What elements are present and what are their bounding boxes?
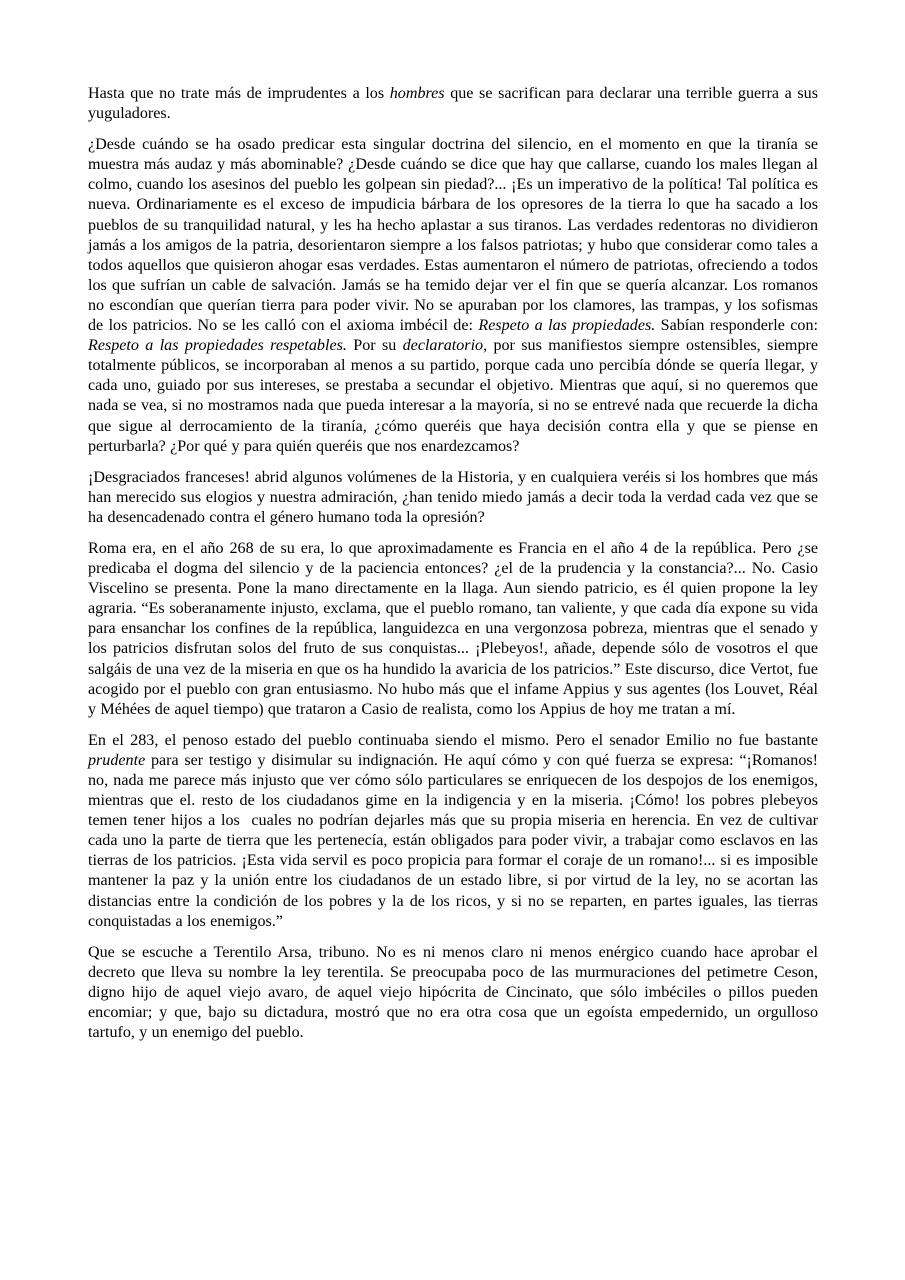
emphasis-text: Respeto a las propiedades. (478, 317, 656, 335)
emphasis-text: Respeto a las propiedades respetables. (88, 337, 347, 355)
emphasis-text: hombres (389, 85, 445, 102)
body-text: Roma era, en el año 268 de su era, lo que aproximadamente es Francia en el año 4 de la república. Pero ¿se predicaba el dogma del silencio y de la paciencia entonces? ¿el de la prudencia y la constancia?... No. Casio Viscelino se presenta. Pone la mano directamente en la llaga. Aun siendo patricio, es él quien propone la ley agraria. “Es soberanamente injusto, exclama, que el pueblo romano, tan valiente, y que cada día expone su vida para ensanchar los confines de la república, languidezca en una vergonzosa pobreza, mientras que el senado y los patricios disfrutan solos del fruto de sus conquistas... ¡Plebeyos!, añade, depende sólo de vosotros el que salgáis de una vez de la miseria en que os ha hundido la avaricia de los patricios.” Este discurso, dice Vertot, fue acogido por el pueblo con gran entusiasmo. No hubo más que el infame Appius y sus agentes (los Louvet, Réal y Méhées de aquel tiempo) que trataron a Casio de realista, como los Appius de hoy me tratan a mí. (88, 539, 823, 718)
body-text: Hasta que no trate más de imprudentes a los (88, 85, 390, 102)
body-text: para ser testigo y disimular su indignación. He aquí cómo y con qué fuerza se expresa: “¡Romanos! no, nada me parece más injusto que ver cómo sólo particulares se enriquecen de los despojos de los enemigos, mientras que el. resto de los ciudadanos gime en la indigencia y en la miseria. ¡Cómo! los pobres plebeyos temen tener hijos a los cuales no podrían dejarles más que su propia miseria en herencia. En vez de cultivar cada uno la parte de tierra que les pertenecía, están obligados para poder vivir, a trabajar como esclavos en las tierras de los patricios. ¡Esta vida servil es poco propicia para formar el coraje de un romano!... si es imposible mantener la paz y la unión entre los ciudadanos de un estado libre, si por virtud de la ley, no se acortan las distancias entre la condición de los pobres y la de los ricos, y si no se reparten, en partes iguales, las tierras conquistadas a los enemigos.” (88, 751, 823, 930)
body-text: Que se escuche a Terentilo Arsa, tribuno. No es ni menos claro ni menos enérgico cuando hace aprobar el decreto que lleva su nombre la ley terentila. Se preocupaba poco de las murmuraciones del petimetre Ceson, digno hijo de aquel viejo avaro, de aquel viejo hipócrita de Cincinato, que sólo imbéciles o pillos pueden encomiar; y que, bajo su dictadura, mostró que no era otra cosa que un egoísta empedernido, un orgulloso tartufo, y un enemigo del pueblo. (88, 943, 823, 1042)
paragraph (88, 539, 823, 720)
body-text: En el 283, el penoso estado del pueblo continuaba siendo el mismo. Pero el senador Emilio no fue bastante (88, 731, 823, 749)
body-text: que se sacrifican para declarar una terrible guerra a sus yuguladores. (88, 85, 823, 123)
body-text: ¿Desde cuándo se ha osado predicar esta singular doctrina del silencio, en el momento en que la tiranía se muestra más audaz y más abominable? ¿Desde cuándo se dice que hay que callarse, cuando los males llegan al colmo, cuando los asesinos del pueblo les golpean sin piedad?... ¡Es un imperativo de la política! Tal política es nueva. Ordinariamente es el exceso de impudicia bárbara de los opresores de la tierra lo que ha sacado a los pueblos de su tranquilidad natural, y les ha hecho aplastar a sus tiranos. Las verdades redentoras no dividieron jamás a los amigos de la patria, desorientaron siempre a los falsos patriotas; y hubo que considerar como tales a todos aquellos que quisieron ahogar esas verdades. Estas aumentaron el número de patriotas, ofreciendo a todos los que sufrían un cable de salvación. Jamás se ha temido dejar ver el fin que se quería alcanzar. Los romanos no escondían que querían tierra para poder vivir. No se apuraban por los clamores, las trampas, y los sofismas de los patricios. No se les calló con el axioma imbécil de: (88, 136, 823, 335)
paragraph (88, 468, 823, 528)
text-column (88, 84, 823, 1043)
body-text: ¡Desgraciados franceses! abrid algunos volúmenes de la Historia, y en cualquiera veréis si los hombres que más han merecido sus elogios y nuestra admiración, ¿han tenido miedo jamás a decir toda la verdad cada vez que se ha desencadenado contra el género humano toda la opresión? (88, 468, 823, 526)
paragraph (88, 731, 823, 932)
paragraph (88, 135, 823, 457)
body-text: Por su (346, 337, 403, 355)
emphasis-text: declaratorio, (402, 337, 488, 355)
emphasis-text: prudente (88, 751, 146, 769)
body-text: Sabían responderle con: (655, 317, 823, 335)
paragraph (88, 84, 823, 124)
body-text: por sus manifiestos siempre ostensibles, siempre totalmente públicos, se incorporaban al menos a su partido, porque cada uno percibía dónde se quería llegar, y cada uno, guiado por sus intereses, se prestaba a secundar el objetivo. Mientras que aquí, si no queremos que nada se vea, si no mostramos nada que pueda interesar a la mayoría, si no se entrevé nada que recuerde la dicha que sigue al derrocamiento de la tiranía, ¿cómo queréis que haya decisión contra ella y que se piense en perturbarla? ¿Por qué y para quién queréis que nos enardezcamos? (88, 337, 823, 455)
paragraph (88, 943, 823, 1043)
